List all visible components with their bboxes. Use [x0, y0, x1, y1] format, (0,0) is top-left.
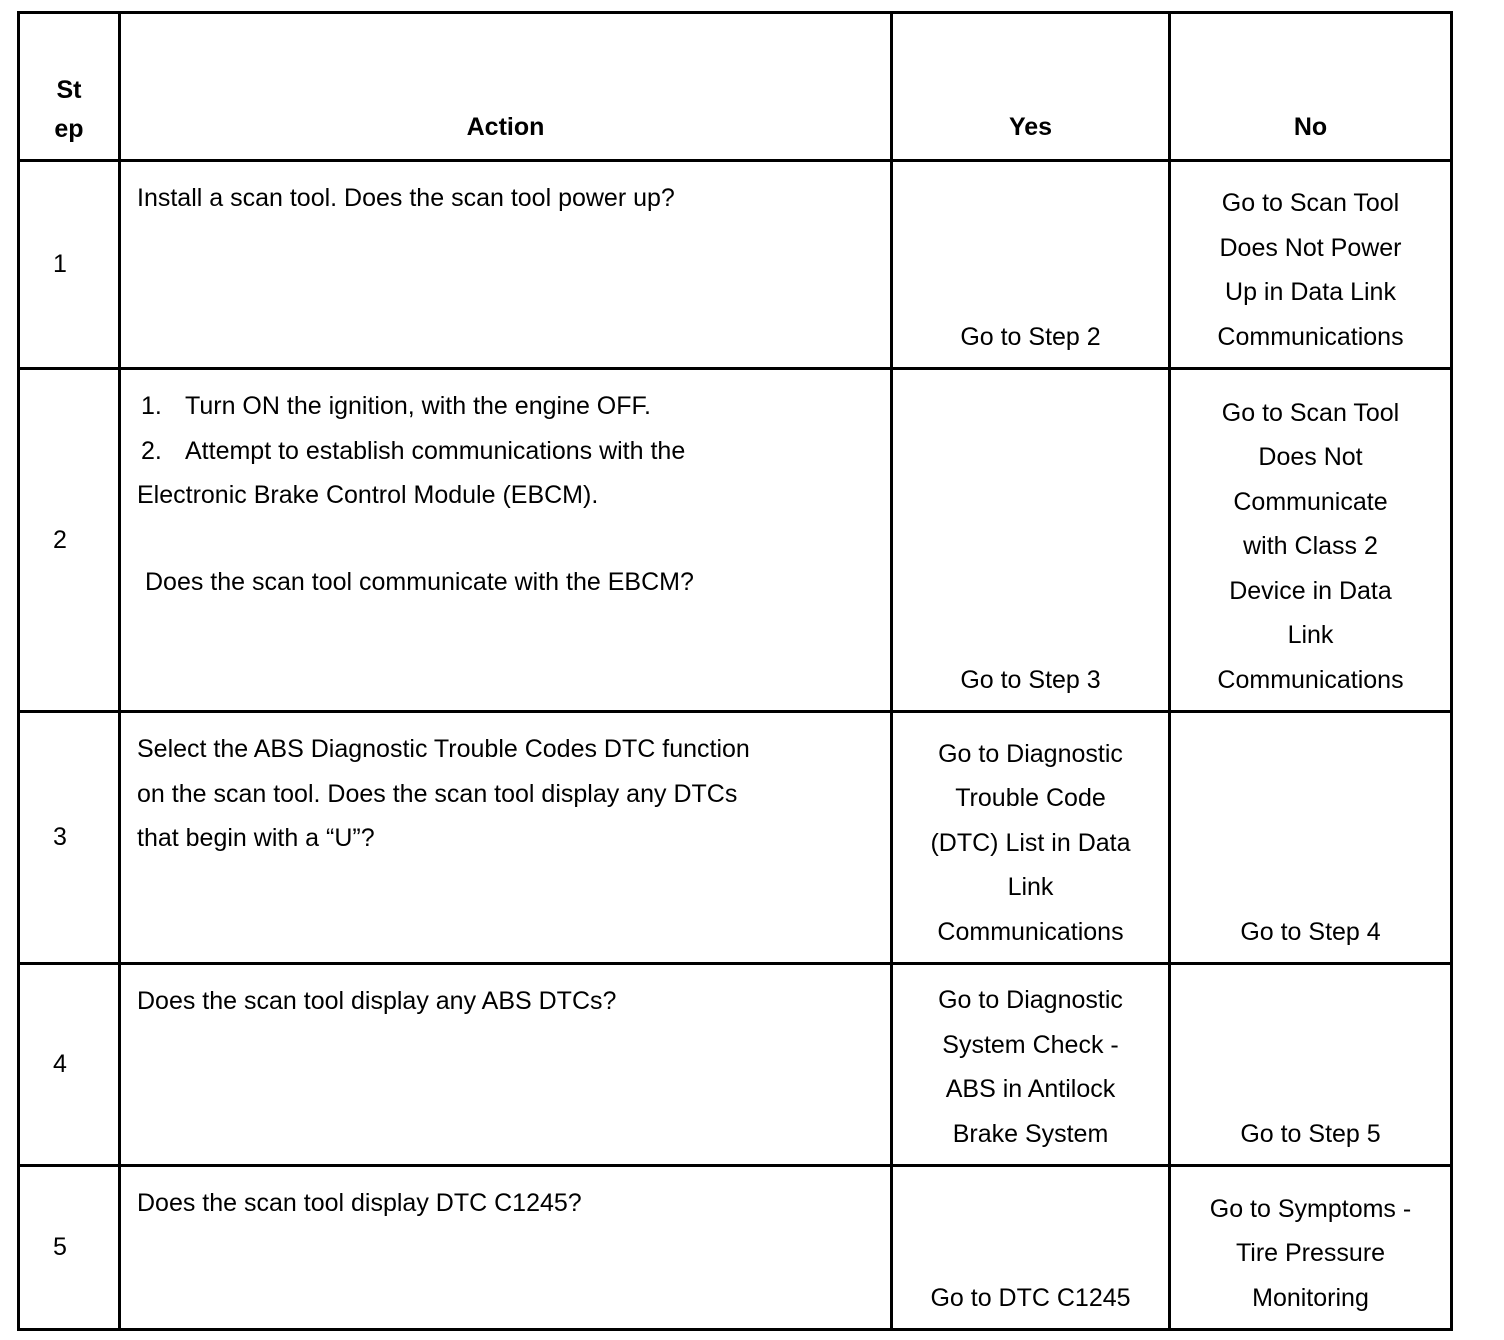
yes-line: Brake System — [952, 1119, 1109, 1148]
action-cell — [120, 161, 892, 369]
list-text: Turn ON the ignition, with the engine OFF. — [185, 392, 651, 420]
no-line: Communicate — [1233, 487, 1388, 516]
list-number: 1. — [141, 392, 162, 420]
action-list-item — [137, 429, 874, 474]
yes-line: Go to DTC C1245 — [930, 1283, 1131, 1312]
no-cell — [1170, 964, 1452, 1166]
table-row — [19, 964, 1452, 1166]
yes-cell — [892, 712, 1170, 964]
no-line: Up in Data Link — [1225, 278, 1396, 306]
yes-line: Go to Step 3 — [960, 665, 1101, 694]
table-row — [19, 369, 1452, 712]
header-step — [19, 13, 120, 161]
no-line: Go to Scan Tool — [1221, 189, 1400, 217]
list-number: 2. — [141, 436, 162, 465]
no-line: Device in Data — [1229, 576, 1392, 605]
no-cell — [1170, 369, 1452, 712]
no-line: Monitoring — [1252, 1283, 1369, 1312]
no-line: Does Not — [1258, 443, 1363, 471]
no-line: with Class 2 — [1243, 532, 1378, 560]
step-number: 2 — [19, 369, 120, 712]
header-step-line-2: ep — [54, 115, 84, 143]
header-row — [19, 13, 1452, 161]
no-line: Does Not Power — [1219, 233, 1402, 262]
action-line: on the scan tool. Does the scan tool display any DTCs — [137, 779, 738, 808]
spacer — [137, 518, 874, 560]
header-action: Action — [120, 13, 892, 161]
no-cell — [1170, 1166, 1452, 1330]
yes-line: Go to Diagnostic — [938, 739, 1123, 768]
list-text: Attempt to establish communications with the — [185, 436, 686, 465]
no-cell — [1170, 161, 1452, 369]
step-number: 4 — [19, 964, 120, 1166]
yes-line: Trouble Code — [955, 784, 1106, 812]
action-line: Install a scan tool. Does the scan tool power up? — [137, 184, 675, 212]
no-line: Communications — [1217, 665, 1404, 694]
step-number: 3 — [19, 712, 120, 964]
step-number: 1 — [19, 161, 120, 369]
yes-line: Communications — [937, 917, 1124, 946]
no-line: Tire Pressure — [1235, 1239, 1386, 1267]
action-cell — [120, 1166, 892, 1330]
no-line: Communications — [1217, 322, 1404, 351]
table-row — [19, 161, 1452, 369]
action-line: that begin with a “U”? — [137, 824, 375, 852]
no-line: Go to Scan Tool — [1221, 398, 1400, 427]
no-line: Go to Step 4 — [1240, 917, 1381, 946]
table-row — [19, 712, 1452, 964]
header-step-line-1: St — [56, 76, 82, 104]
action-line: Does the scan tool display any ABS DTCs? — [137, 987, 617, 1015]
yes-cell — [892, 369, 1170, 712]
header-yes: Yes — [892, 13, 1170, 161]
action-line: Does the scan tool display DTC C1245? — [137, 1189, 582, 1217]
yes-line: Go to Diagnostic — [938, 986, 1123, 1014]
no-line: Go to Step 5 — [1240, 1119, 1381, 1148]
yes-cell — [892, 1166, 1170, 1330]
table-row — [19, 1166, 1452, 1330]
yes-cell — [892, 161, 1170, 369]
action-list-item — [137, 384, 874, 429]
action-cell — [120, 712, 892, 964]
no-line: Link — [1287, 621, 1334, 649]
no-line: Go to Symptoms - — [1209, 1194, 1412, 1223]
action-line: Select the ABS Diagnostic Trouble Codes DTC function — [137, 735, 750, 763]
yes-line: (DTC) List in Data — [930, 828, 1131, 857]
yes-line: System Check - — [942, 1030, 1119, 1059]
yes-cell — [892, 964, 1170, 1166]
yes-line: ABS in Antilock — [945, 1075, 1116, 1103]
no-cell — [1170, 712, 1452, 964]
yes-line: Go to Step 2 — [960, 322, 1101, 351]
action-cell — [120, 369, 892, 712]
header-no: No — [1170, 13, 1452, 161]
action-continuation: Electronic Brake Control Module (EBCM). — [137, 481, 599, 509]
action-question: Does the scan tool communicate with the EBCM? — [145, 567, 694, 596]
action-cell — [120, 964, 892, 1166]
step-number: 5 — [19, 1166, 120, 1330]
yes-line: Link — [1007, 873, 1054, 901]
diagnostic-table — [17, 11, 1453, 1331]
